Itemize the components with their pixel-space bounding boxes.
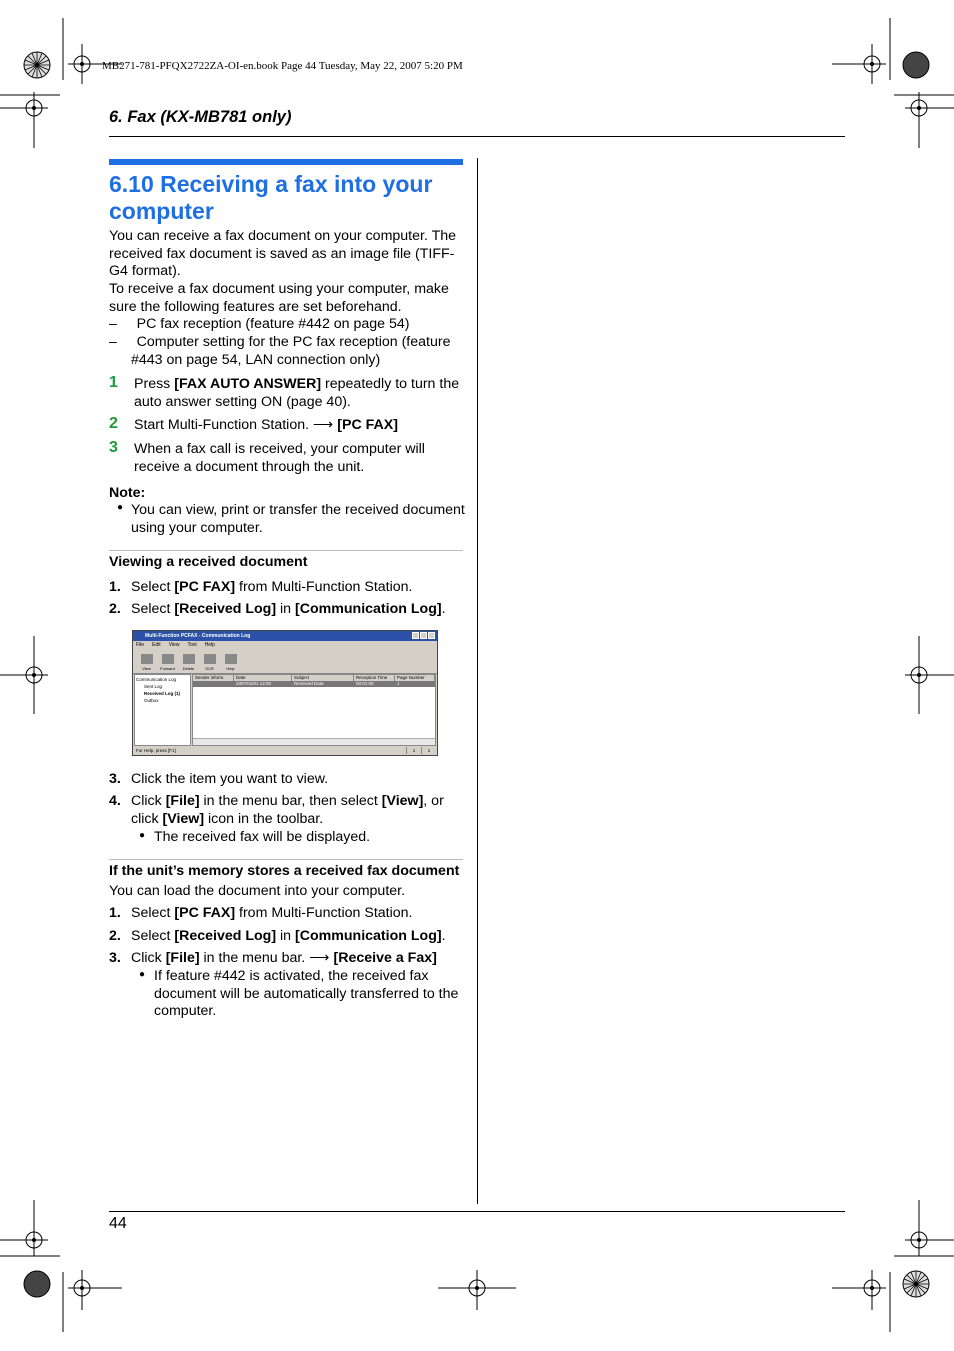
section-bar [109,159,463,165]
note-bullet: You can view, print or transfer the received document using your computer. [131,502,465,536]
tree-item: Communication Log [136,677,177,682]
list-item: Select [PC FAX] from Multi-Function Station. [131,579,413,595]
window-menubar [133,641,437,649]
tree-item: Outbox [144,698,159,703]
close-icon [428,632,435,639]
tool-view: View [137,649,156,671]
prereq-item: – Computer setting for the PC fax reception (feature #443 on page 54, LAN connection only) [109,334,451,368]
list-number: 3. [109,771,121,787]
bullet-icon: ● [139,830,146,841]
section-rule [109,550,463,551]
viewing-heading: Viewing a received document [109,554,308,570]
step-text: When a fax call is received, your computer will receive a document through the unit. [134,441,425,475]
table-cell [193,681,234,687]
memory-intro: You can load the document into your computer. [109,883,406,899]
column-header: Subject [292,675,354,681]
view-icon [141,654,153,664]
table-cell: Received Data [294,681,324,686]
menu-file: File [136,642,145,648]
list-number: 2. [109,601,121,617]
window-titlebar [133,631,437,641]
step-number: 1 [109,374,118,391]
menu-tool: Tool [187,642,197,648]
step-text: Start Multi-Function Station. ⟶ [PC FAX] [134,417,398,433]
tool-ocr: OCR [200,649,219,671]
minimize-icon [412,632,419,639]
list-item: Select [Received Log] in [Communication Log]. [131,928,446,944]
column-header: Date [234,675,292,681]
list-item: Click the item you want to view. [131,771,329,787]
menu-edit: Edit [152,642,161,648]
print-header: MB271-781-PFQX2722ZA-OI-en.book Page 44 Tuesday, May 22, 2007 5:20 PM [102,60,463,72]
column-header: Sender inform. [193,675,234,681]
tool-forward: Forward [158,649,177,671]
memory-heading: If the unit’s memory stores a received fax document [109,863,460,879]
table-cell: 1 [397,681,400,686]
step-number: 2 [109,415,118,432]
horizontal-scrollbar [193,738,435,745]
window-title: Multi-Function PCFAX - Communication Log [145,633,251,639]
intro-paragraph-2: To receive a fax document using your computer, make sure the following features are set beforehand. [109,281,449,315]
tree-item: Sent Log [144,684,163,689]
header-rule [109,136,845,137]
sub-bullet: If feature #442 is activated, the received fax document will be automatically transferred to the computer. [154,968,459,1020]
note-label: Note: [109,485,146,501]
list-item: Click [File] in the menu bar, then select [View], or click [View] icon in the toolbar. [131,793,444,827]
list-number: 1. [109,905,121,921]
pcfax-window-screenshot [132,630,438,756]
bullet-icon: ● [117,502,124,513]
help-icon [225,654,237,664]
forward-icon [162,654,174,664]
section-rule [109,859,463,860]
window-toolbar [133,649,437,674]
intro-paragraph-1: You can receive a fax document on your computer. The received fax document is saved as an image file (TIFF-G4 format). [109,228,457,280]
tree-item: Received Log (1) [144,691,181,696]
sub-bullet: The received fax will be displayed. [154,829,371,845]
list-item: Click [File] in the menu bar. ⟶ [Receive a Fax] [131,950,437,966]
list-number: 4. [109,793,121,809]
delete-icon [183,654,195,664]
maximize-icon [420,632,427,639]
step-number: 3 [109,439,118,456]
status-bar [134,747,436,754]
ocr-icon [204,654,216,664]
log-tree [134,674,191,746]
footer-rule [109,1211,845,1212]
column-header: Page Number [395,675,435,681]
step-text: Press [FAX AUTO ANSWER] repeatedly to turn the auto answer setting ON (page 40). [134,376,460,410]
table-cell: 2007/01/01 12:00 [236,681,272,686]
table-cell: 00:01:00 [356,681,374,686]
list-item: Select [PC FAX] from Multi-Function Station. [131,905,413,921]
list-number: 1. [109,579,121,595]
page-number: 44 [109,1215,127,1232]
section-title: 6.10 Receiving a fax into your computer [109,171,433,224]
status-cell: 1 [406,747,421,754]
prereq-item: – PC fax reception (feature #442 on page 54) [109,316,410,332]
table-row [193,681,435,687]
list-number: 3. [109,950,121,966]
status-cell: 1 [421,747,436,754]
status-text: For Help, press [F1] [136,748,176,753]
tool-help: Help [221,649,240,671]
list-item: Select [Received Log] in [Communication Log]. [131,601,446,617]
tool-delete: Delete [179,649,198,671]
bullet-icon: ● [139,969,146,980]
log-list [192,674,436,746]
menu-view: View [168,642,180,648]
column-divider [477,158,478,1204]
column-header: Reception Time [354,675,395,681]
running-head: 6. Fax (KX-MB781 only) [109,108,292,126]
list-number: 2. [109,928,121,944]
menu-help: Help [204,642,215,648]
